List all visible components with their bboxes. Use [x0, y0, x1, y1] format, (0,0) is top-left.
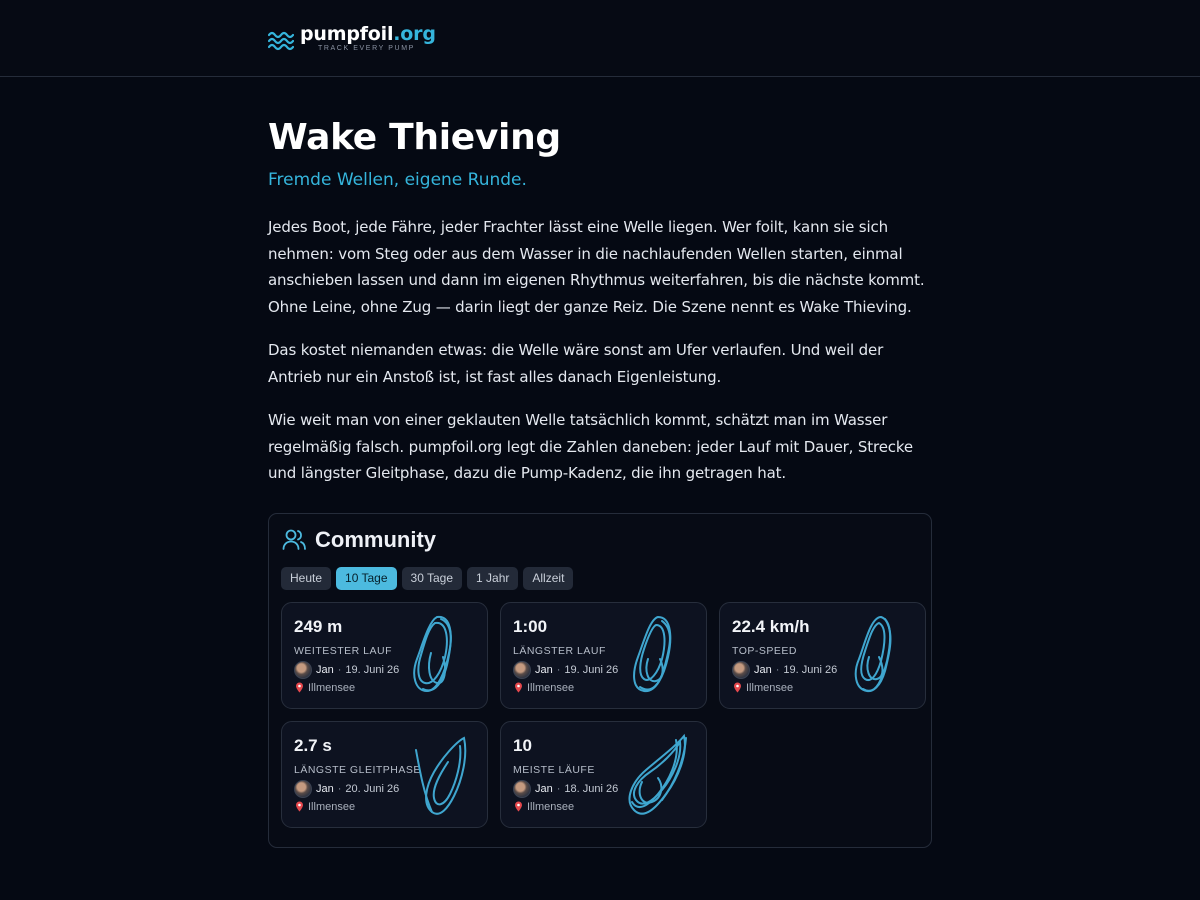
filter-heute[interactable]: Heute — [281, 567, 331, 590]
logo-name-main: pumpfoil — [300, 23, 394, 45]
date-separator: · — [556, 663, 561, 676]
filter-10-tage[interactable]: 10 Tage — [336, 567, 397, 590]
location-pin-icon — [514, 801, 523, 812]
location-name: Illmensee — [746, 681, 794, 694]
record-label: WEITESTER LAUF — [294, 644, 393, 657]
record-tile-weitester-lauf[interactable] — [281, 602, 488, 709]
record-label: LÄNGSTER LAUF — [513, 644, 606, 657]
date-separator: · — [337, 663, 342, 676]
paragraph-1: Jedes Boot, jede Fähre, jeder Frachter lässt eine Welle liegen. Wer foilt, kann sie sich nehmen: vom Steg oder aus dem Wasser in die nachlaufenden Wellen starten, einmal anschieben lassen und dann im eigenen Rhythmus weiterfahren, bis die nächste kommt. Ohne Leine, ohne Zug — darin liegt der ganze Reiz. Die Szene nennt es Wake Thieving. — [268, 218, 925, 316]
record-label: MEISTE LÄUFE — [513, 763, 595, 776]
record-tile-top-speed[interactable] — [719, 602, 926, 709]
avatar — [294, 780, 312, 798]
date-separator: · — [775, 663, 780, 676]
location-name: Illmensee — [527, 681, 575, 694]
record-date: 20. Juni 26 — [345, 782, 400, 795]
community-card — [268, 513, 932, 848]
record-value: 10 — [513, 735, 532, 755]
user-name: Jan — [316, 663, 334, 676]
record-tile-meiste-laeufe[interactable] — [500, 721, 707, 828]
time-filter — [281, 567, 919, 590]
user-name: Jan — [754, 663, 772, 676]
users-icon — [281, 527, 307, 553]
waves-icon — [268, 27, 294, 51]
avatar — [513, 780, 531, 798]
logo-wordmark — [300, 24, 436, 44]
record-tile-laengster-lauf[interactable] — [500, 602, 707, 709]
record-value: 2.7 s — [294, 735, 332, 755]
logo-name-tld: .org — [393, 23, 436, 45]
community-header — [281, 527, 919, 553]
record-date: 19. Juni 26 — [345, 663, 400, 676]
location-name: Illmensee — [527, 800, 575, 813]
location-pin-icon — [733, 682, 742, 693]
record-label: TOP-SPEED — [732, 644, 797, 657]
record-date: 19. Juni 26 — [564, 663, 619, 676]
date-separator: · — [556, 782, 561, 795]
paragraph-2: Das kostet niemanden etwas: die Welle wäre sonst am Ufer verlaufen. Und weil der Antrieb nur ein Anstoß ist, ist fast alles danach Eigenleistung. — [268, 341, 884, 386]
site-logo[interactable] — [268, 24, 436, 52]
filter-30-tage[interactable]: 30 Tage — [402, 567, 463, 590]
record-date: 18. Juni 26 — [564, 782, 619, 795]
track-map-icon — [407, 613, 465, 697]
record-date: 19. Juni 26 — [783, 663, 838, 676]
user-name: Jan — [535, 782, 553, 795]
avatar — [294, 661, 312, 679]
record-tile-laengste-gleitphase[interactable] — [281, 721, 488, 828]
records-grid — [281, 602, 919, 828]
track-map-icon — [626, 613, 684, 697]
paragraph-3: Wie weit man von einer geklauten Welle tatsächlich kommt, schätzt man im Wasser regelmäßig falsch. pumpfoil.org legt die Zahlen daneben: jeder Lauf mit Dauer, Strecke und längster Gleitphase, dazu die Pump-Kadenz, die ihn getragen hat. — [268, 411, 913, 482]
filter-allzeit[interactable]: Allzeit — [523, 567, 573, 590]
page-subtitle: Fremde Wellen, eigene Runde. — [268, 170, 527, 190]
record-label: LÄNGSTE GLEITPHASE — [294, 763, 421, 776]
date-separator: · — [337, 782, 342, 795]
track-map-icon — [409, 732, 473, 816]
site-header — [0, 0, 1200, 77]
track-map-icon — [845, 613, 903, 697]
article-body — [268, 214, 932, 487]
record-value: 249 m — [294, 616, 343, 636]
filter-1-jahr[interactable]: 1 Jahr — [467, 567, 518, 590]
logo-tagline: TRACK EVERY PUMP — [318, 45, 415, 52]
page-title: Wake Thieving — [268, 117, 561, 158]
article — [268, 117, 932, 848]
user-name: Jan — [316, 782, 334, 795]
location-pin-icon — [514, 682, 523, 693]
record-value: 1:00 — [513, 616, 548, 636]
user-name: Jan — [535, 663, 553, 676]
location-name: Illmensee — [308, 681, 356, 694]
location-pin-icon — [295, 682, 304, 693]
community-title: Community — [315, 526, 436, 552]
location-name: Illmensee — [308, 800, 356, 813]
record-value: 22.4 km/h — [732, 616, 810, 636]
location-pin-icon — [295, 801, 304, 812]
track-map-icon — [622, 732, 692, 816]
avatar — [513, 661, 531, 679]
avatar — [732, 661, 750, 679]
